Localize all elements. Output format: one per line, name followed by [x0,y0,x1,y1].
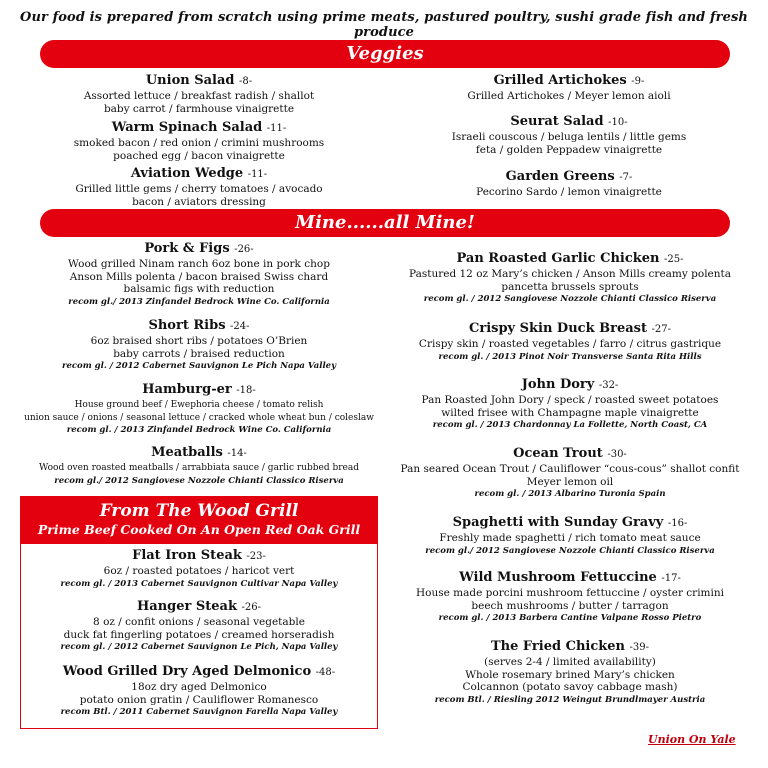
item-desc: Freshly made spaghetti / rich tomato meat sauce [439,532,701,544]
menu-item-duck-breast [385,321,755,363]
item-price: -48- [315,667,336,678]
item-desc: Pastured 12 oz Mary’s chicken / Anson Mills creamy polenta [408,268,732,280]
item-desc: Pan Roasted John Dory / speck / roasted sweet potatoes [421,394,719,406]
menu-item-flat-iron-steak [20,548,378,590]
item-desc: bacon / aviators dressing [132,195,266,208]
item-name: Warm Spinach Salad [111,120,263,135]
wood-grill-title: From The Wood Grill [99,501,299,521]
item-price: -8- [239,76,253,87]
item-price: -27- [651,324,671,335]
item-name: Pan Roasted Garlic Chicken [456,251,660,266]
item-price: -10- [608,117,628,128]
wine-pairing: recom gl./ 2012 Sangiovese Nozzole Chianti Classico Riserva [54,475,344,486]
item-price: -7- [619,172,633,183]
item-name: Pork & Figs [144,241,230,256]
item-name: Flat Iron Steak [132,548,242,563]
item-desc: duck fat fingerling potatoes / creamed horseradish [63,628,335,641]
menu-item-hamburger [10,382,388,436]
item-desc: 6oz braised short ribs / potatoes O’Brien [90,335,308,347]
mine-banner [40,209,730,237]
menu-item-garden-greens [390,169,748,199]
item-desc: smoked bacon / red onion / crimini mushrooms [73,137,325,149]
item-desc: Whole rosemary brined Mary’s chicken [465,668,675,681]
item-desc: union sauce / onions / seasonal lettuce / cracked whole wheat bun / coleslaw [24,412,374,423]
veggies-banner [40,40,730,68]
item-name: The Fried Chicken [491,639,625,654]
item-desc: 8 oz / confit onions / seasonal vegetable [93,616,305,628]
item-desc: Grilled little gems / cherry tomatoes / avocado [75,183,323,195]
menu-item-john-dory [385,377,755,431]
item-price: -26- [234,244,254,255]
item-name: Aviation Wedge [130,166,244,181]
menu-item-pork-figs [10,241,388,308]
menu-item-spaghetti [385,515,755,557]
item-desc: Israeli couscous / beluga lentils / little gems [451,131,687,143]
item-name: Crispy Skin Duck Breast [469,321,647,336]
item-name: Hanger Steak [136,599,237,614]
menu-tagline: Our food is prepared from scratch using prime meats, pastured poultry, sushi grade fish and fresh produce [20,10,748,40]
item-price: -17- [661,573,681,584]
wine-pairing: recom gl. / 2012 Sangiovese Nozzole Chianti Classico Riserva [423,294,717,304]
menu-item-seurat-salad [390,114,748,156]
item-desc: feta / golden Peppadew vinaigrette [475,143,663,156]
restaurant-logo: Union On Yale [648,733,736,746]
item-price: -18- [236,385,256,396]
item-price: -30- [607,449,627,460]
item-desc: Anson Mills polenta / bacon braised Swiss chard [69,270,329,283]
item-price: -24- [230,321,250,332]
wood-grill-subtitle: Prime Beef Cooked On An Open Red Oak Grill [37,522,361,537]
item-desc: baby carrots / braised reduction [113,347,285,360]
item-desc: poached egg / bacon vinaigrette [113,149,285,162]
item-name: Hamburg-er [142,382,232,397]
veggies-heading: Veggies [346,43,424,64]
item-price: -14- [227,448,247,459]
wine-pairing: recom Btl. / 2011 Cabernet Sauvignon Farella Napa Valley [60,707,338,717]
mine-heading: Mine......all Mine! [295,212,475,233]
item-desc: Wood oven roasted meatballs / arrabbiata sauce / garlic rubbed bread [39,463,359,473]
item-desc: Pan seared Ocean Trout / Cauliflower “cous-cous” shallot confit [400,463,740,475]
item-desc: House ground beef / Ewephoria cheese / tomato relish [74,400,324,410]
menu-item-delmonico [20,664,378,718]
item-desc: balsamic figs with reduction [123,283,275,295]
menu-item-garlic-chicken [385,251,755,305]
item-desc: Meyer lemon oil [526,475,614,488]
item-desc: Wood grilled Ninam ranch 6oz bone in pork chop [68,258,330,270]
item-desc: Pecorino Sardo / lemon vinaigrette [476,186,662,198]
item-name: Union Salad [145,73,235,88]
item-desc: baby carrot / farmhouse vinaigrette [103,102,295,115]
item-desc: Crispy skin / roasted vegetables / farro / citrus gastrique [418,338,722,350]
item-name: Spaghetti with Sunday Gravy [452,515,664,530]
wine-pairing: recom Btl. / Riesling 2012 Weingut Brundlmayer Austria [434,694,706,705]
item-desc: 18oz dry aged Delmonico [131,681,267,693]
item-name: Meatballs [151,445,223,460]
item-desc: House made porcini mushroom fettuccine / oyster crimini [416,587,724,599]
item-price: -26- [241,602,261,613]
item-price: -25- [664,254,684,265]
wine-pairing: recom gl. / 2013 Barbera Cantine Valpane Rosso Pietro [438,613,702,623]
item-price: -11- [266,123,287,134]
wood-grill-header [20,496,378,544]
wine-pairing: recom gl. / 2013 Cabernet Sauvignon Cultivar Napa Valley [60,578,338,589]
item-desc: wilted frisee with Champagne maple vinaigrette [441,406,699,419]
wine-pairing: recom gl. / 2013 Pinot Noir Transverse Santa Rita Hills [438,351,702,362]
item-desc: potato onion gratin / Cauliflower Romanesco [79,693,319,706]
menu-item-ocean-trout [385,446,755,500]
wine-pairing: recom gl. / 2012 Cabernet Sauvignon Le Pich Napa Valley [61,361,337,371]
item-price: -23- [246,551,266,562]
item-name: Ocean Trout [513,446,603,461]
item-desc: Grilled Artichokes / Meyer lemon aioli [467,90,671,102]
item-price: -39- [629,642,649,653]
item-name: Wild Mushroom Fettuccine [459,570,657,585]
wine-pairing: recom gl. / 2013 Chardonnay La Follette, North Coast, CA [432,420,708,430]
menu-item-aviation-wedge [20,166,378,208]
item-name: John Dory [521,377,595,392]
item-desc: Assorted lettuce / breakfast radish / shallot [83,90,315,102]
item-name: Grilled Artichokes [493,73,627,88]
item-name: Seurat Salad [510,114,604,129]
wine-pairing: recom gl. / 2013 Albarino Turonia Spain [474,489,666,499]
menu-item-union-salad [20,73,378,115]
wine-pairing: recom gl./ 2012 Sangiovese Nozzole Chianti Classico Riserva [425,545,715,556]
item-desc: pancetta brussels sprouts [501,280,639,293]
item-desc: Colcannon (potato savoy cabbage mash) [462,681,678,693]
menu-item-warm-spinach-salad [20,120,378,162]
menu-item-meatballs [10,445,388,487]
item-price: -16- [667,518,688,529]
menu-item-grilled-artichokes [390,73,748,103]
item-desc: 6oz / roasted potatoes / haricot vert [103,565,295,577]
item-price: -11- [247,169,268,180]
menu-item-fried-chicken [385,639,755,706]
item-price: -9- [631,76,645,87]
item-desc: (serves 2-4 / limited availability) [484,656,656,668]
menu-item-short-ribs [10,318,388,372]
item-name: Short Ribs [148,318,226,333]
menu-item-hanger-steak [20,599,378,653]
wine-pairing: recom gl. / 2012 Cabernet Sauvignon Le Pich, Napa Valley [60,642,338,652]
menu-item-mushroom-fettuccine [385,570,755,624]
wine-pairing: recom gl. / 2013 Zinfandel Bedrock Wine Co. California [66,425,332,435]
wine-pairing: recom gl./ 2013 Zinfandel Bedrock Wine Co. California [68,296,330,307]
item-desc: beech mushrooms / butter / tarragon [471,599,669,612]
item-name: Wood Grilled Dry Aged Delmonico [62,664,312,679]
item-price: -32- [598,380,619,391]
item-name: Garden Greens [505,169,615,184]
